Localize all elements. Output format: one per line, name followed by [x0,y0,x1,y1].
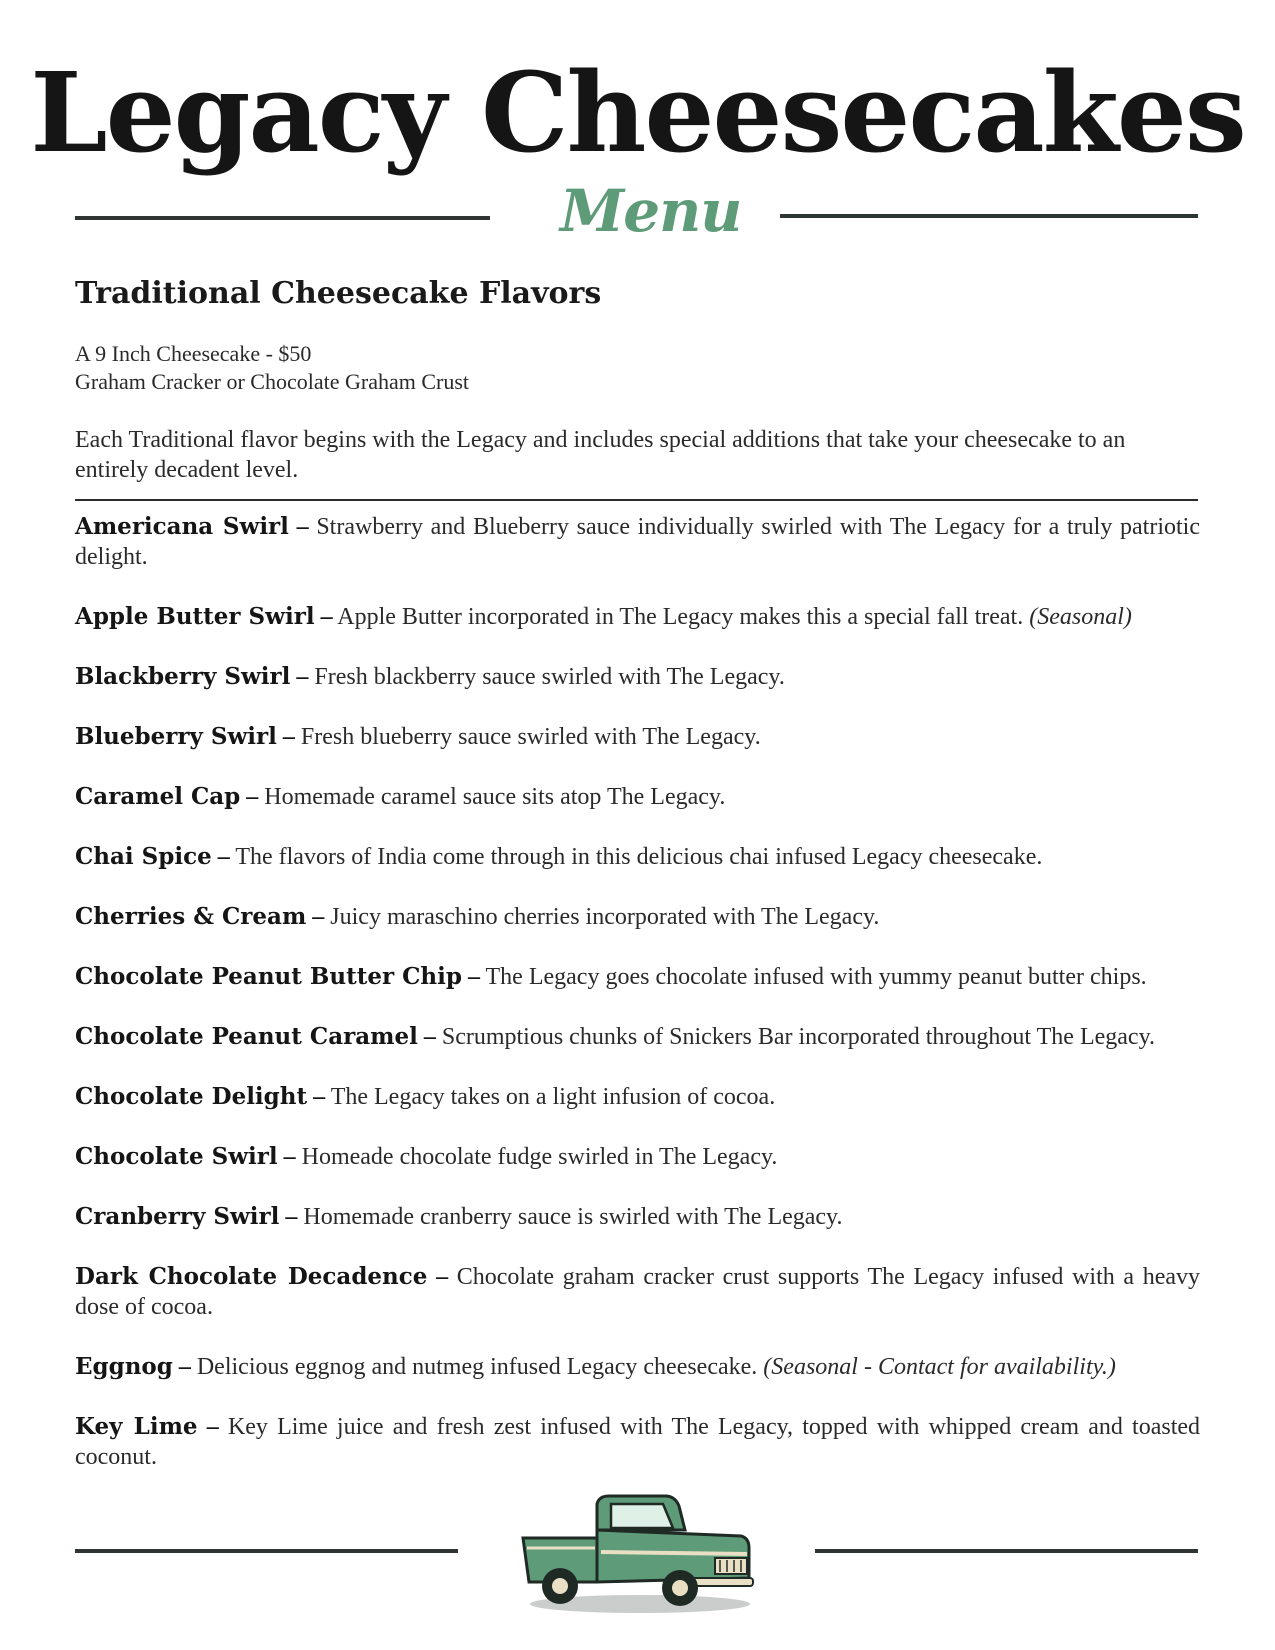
flavor-separator: – [436,1264,449,1290]
flavor-name: Blueberry Swirl [75,723,277,750]
flavor-item [75,512,1200,572]
flavor-description: Fresh blackberry sauce swirled with The Legacy. [314,664,785,690]
size-and-crust-info [75,340,469,396]
flavor-note: (Seasonal - Contact for availability.) [763,1354,1116,1380]
flavor-description: Apple Butter incorporated in The Legacy makes this a special fall treat. [337,604,1024,630]
flavor-item [75,602,1200,632]
flavor-description: Strawberry and Blueberry sauce individually swirled with The Legacy for a truly patriotic delight. [75,514,1201,570]
flavor-item [75,722,1200,752]
flavor-item [75,1352,1200,1382]
footer-rule-right [815,1549,1198,1553]
flavor-name: Americana Swirl [75,513,289,540]
flavor-item [75,1262,1200,1322]
flavor-separator: – [313,1084,326,1110]
flavor-description: Delicious eggnog and nutmeg infused Legacy cheesecake. [196,1354,758,1380]
flavor-item [75,962,1200,992]
section-intro: Each Traditional flavor begins with the Legacy and includes special additions that take your cheesecake to an entirely decadent level. [75,427,1126,483]
brand-title: Legacy Cheesecakes [30,48,1245,177]
flavor-separator: – [312,904,325,930]
section-title: Traditional Cheesecake Flavors [75,276,602,311]
flavor-description: Homeade chocolate fudge swirled in The Legacy. [301,1144,778,1170]
flavor-item [75,1142,1200,1172]
flavor-description: The flavors of India come through in this delicious chai infused Legacy cheesecake. [235,844,1043,870]
flavor-description: Scrumptious chunks of Snickers Bar incorporated throughout The Legacy. [441,1024,1156,1050]
flavor-name: Key Lime [75,1413,198,1440]
flavor-separator: – [206,1414,219,1440]
header-rule-right [780,214,1198,218]
flavor-separator: – [283,1144,296,1170]
flavor-name: Caramel Cap [75,783,241,810]
flavor-name: Dark Chocolate Decadence [75,1263,428,1290]
flavor-separator: – [423,1024,436,1050]
flavor-item [75,1082,1200,1112]
flavor-name: Chocolate Peanut Caramel [75,1023,418,1050]
flavor-name: Chai Spice [75,843,212,870]
flavor-name: Blackberry Swirl [75,663,291,690]
flavor-separator: – [320,604,333,630]
flavor-separator: – [296,664,309,690]
flavor-name: Cherries & Cream [75,903,307,930]
pickup-truck-icon [515,1478,760,1616]
header-rule-left [75,216,490,220]
menu-subtitle: Menu [560,177,742,245]
footer-rule-left [75,1549,458,1553]
flavor-separator: – [178,1354,191,1380]
crust-options: Graham Cracker or Chocolate Graham Crust [75,369,470,394]
flavor-name: Cranberry Swirl [75,1203,280,1230]
flavor-separator: – [282,724,295,750]
section-divider [75,499,1198,501]
flavor-description: Chocolate graham cracker crust supports The Legacy infused with a heavy dose of cocoa. [75,1264,1201,1320]
flavor-separator: – [217,844,230,870]
flavor-description: Juicy maraschino cherries incorporated with The Legacy. [330,904,880,930]
flavor-name: Chocolate Delight [75,1083,308,1110]
flavor-item [75,842,1200,872]
flavor-name: Apple Butter Swirl [75,603,315,630]
flavor-separator: – [296,514,309,540]
flavor-item [75,1412,1200,1472]
flavor-name: Chocolate Peanut Butter Chip [75,963,462,990]
flavor-item [75,782,1200,812]
flavor-separator: – [246,784,259,810]
flavor-description: Homemade cranberry sauce is swirled with The Legacy. [303,1204,843,1230]
flavor-description: The Legacy takes on a light infusion of cocoa. [330,1084,776,1110]
flavor-separator: – [285,1204,298,1230]
size-price: A 9 Inch Cheesecake - $50 [75,341,312,366]
flavor-item [75,1022,1200,1052]
flavor-note: (Seasonal) [1029,604,1132,630]
flavor-description: Key Lime juice and fresh zest infused with The Legacy, topped with whipped cream and toasted coconut. [75,1414,1201,1470]
flavor-list [75,512,1200,1502]
flavor-name: Eggnog [75,1353,173,1380]
flavor-item [75,902,1200,932]
flavor-description: Fresh blueberry sauce swirled with The Legacy. [300,724,761,750]
flavor-separator: – [467,964,480,990]
flavor-name: Chocolate Swirl [75,1143,278,1170]
flavor-item [75,1202,1200,1232]
flavor-item [75,662,1200,692]
flavor-description: Homemade caramel sauce sits atop The Legacy. [264,784,726,810]
flavor-description: The Legacy goes chocolate infused with yummy peanut butter chips. [485,964,1147,990]
